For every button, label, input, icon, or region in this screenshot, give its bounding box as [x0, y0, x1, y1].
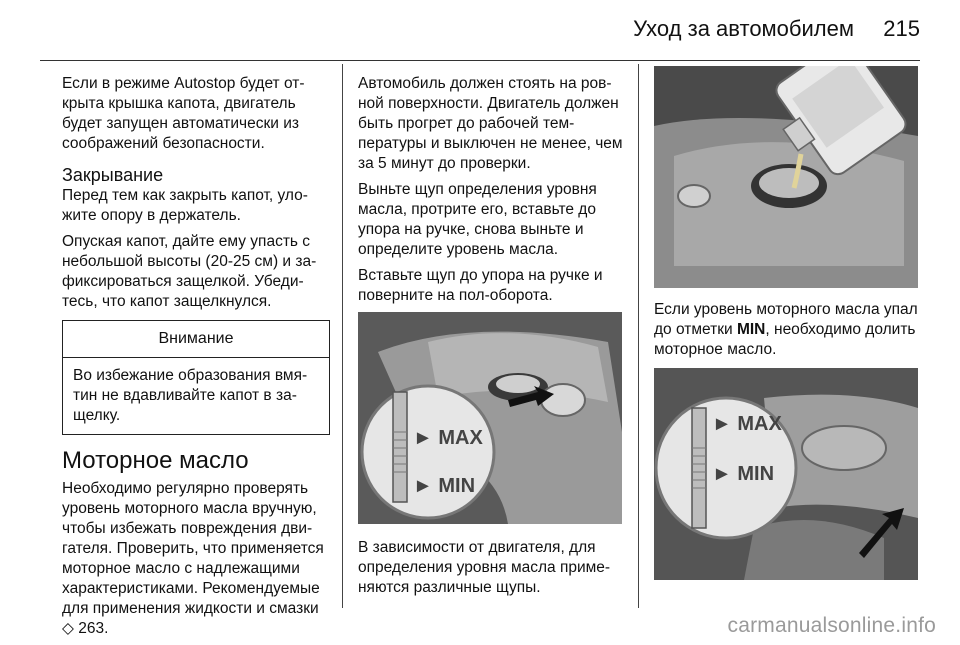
column-divider-2 [638, 64, 639, 608]
dipstick-types-paragraph: В зависимости от двигателя, для определения уровня масла применяются различные щупы. [358, 539, 611, 596]
autostop-paragraph: Если в режиме Autostop будет открыта крышка капота, двигатель будет запущен автоматически из соображений безопасности. [62, 75, 305, 152]
dipstick-paragraph: Выньте щуп определения уровня масла, протрите его, вставьте до упора на ручке, снова выньте и определите уровень масла. [358, 181, 597, 258]
page-header-title: Уход за автомобилем [633, 16, 854, 41]
page-number: 215 [883, 16, 920, 41]
dipstick-figure-1 [358, 312, 622, 524]
engine-cover-illustration [358, 312, 622, 524]
min-mark-label: MIN [736, 321, 766, 338]
column-1 [62, 74, 330, 645]
min-level-text-2: , необходимо долить моторное масло. [654, 321, 916, 358]
level-surface-paragraph: Автомобиль должен стоять на ровной поверхности. Двигатель должен быть прогрет до рабочей температуры и выключен не менее, чем за 5 минут до проверки. [358, 75, 623, 172]
watermark: carmanualsonline.info [727, 614, 936, 637]
closing-heading: Закрывание [62, 165, 164, 185]
notice-box [62, 320, 330, 435]
column-2 [358, 74, 626, 604]
engine-oil-heading: Моторное масло [62, 447, 249, 474]
notice-title: Внимание [63, 321, 329, 358]
min-level-text-1: Если уровень моторного масла упал до отметки [654, 301, 918, 338]
fig1-max-label: ► MAX [413, 427, 483, 449]
oil-filling-illustration [654, 66, 918, 288]
ref-page-link[interactable]: 263. [78, 620, 109, 637]
column-3 [654, 66, 922, 580]
closing-paragraph-1: Перед тем как закрыть капот, уложите опору в держатель. [62, 187, 308, 224]
column-divider-1 [342, 64, 343, 608]
insert-dipstick-paragraph: Вставьте щуп до упора на ручке и поверните на пол-оборота. [358, 267, 603, 304]
fig1-min-label: ► MIN [413, 475, 476, 497]
ref-arrow-icon: ◇ [62, 620, 74, 637]
notice-body: Во избежание образования вмятин не вдавливайте капот в защелку. [73, 367, 308, 424]
fig2-min-label: ► MIN [712, 463, 775, 485]
oil-filling-figure [654, 66, 918, 288]
min-level-paragraph [654, 300, 922, 360]
header-divider [40, 60, 920, 61]
engine-oil-paragraph [62, 479, 330, 639]
engine-bay-illustration [654, 368, 918, 580]
engine-oil-text: Необходимо регулярно проверять уровень моторного масла вручную, чтобы избежать повреждения двигателя. Проверить, что применяется моторное масло с надлежащими характеристиками. Рекомендуемые для применения жидкости и смазки [62, 480, 324, 617]
fig2-max-label: ► MAX [712, 413, 782, 435]
dipstick-figure-2 [654, 368, 918, 580]
closing-paragraph-2: Опуская капот, дайте ему упасть с небольшой высоты (20-25 см) и зафиксироваться защелкой. Убедитесь, что капот защелкнулся. [62, 233, 317, 310]
